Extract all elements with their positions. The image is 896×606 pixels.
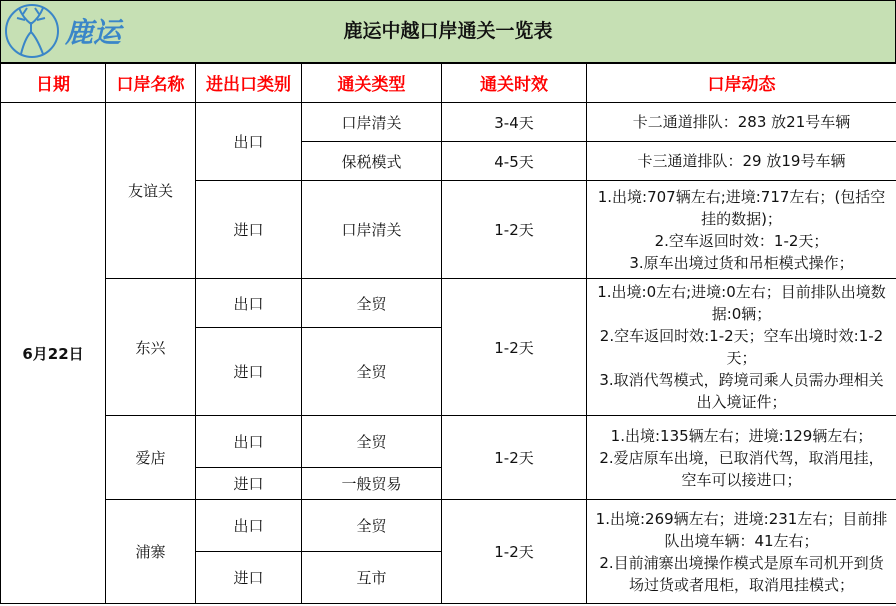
col-header-clearance-type: 通关类型 xyxy=(302,63,442,103)
clearance-type-cell: 一般贸易 xyxy=(302,468,442,500)
status-line: 1.出境:135辆左右；进境:129辆左右； xyxy=(610,426,873,445)
clearance-time-cell: 1-2天 xyxy=(442,416,587,500)
status-line: 3.取消代驾模式，跨境司乘人员需办理相关 xyxy=(599,371,884,389)
direction-cell: 出口 xyxy=(196,279,302,328)
direction-cell: 进口 xyxy=(196,552,302,604)
port-name: 东兴 xyxy=(106,279,196,416)
status-line: 空车可以接进口； xyxy=(681,470,802,489)
clearance-time-cell: 1-2天 xyxy=(442,181,587,279)
table-row xyxy=(1,279,896,328)
col-header-port-status: 口岸动态 xyxy=(587,63,896,103)
clearance-type-cell: 口岸清关 xyxy=(302,181,442,279)
status-line: 据:0辆； xyxy=(711,305,772,323)
clearance-type-cell: 互市 xyxy=(302,552,442,604)
status-line: 挂的数据)； xyxy=(701,209,782,228)
status-line: 1.出境:269辆左右；进境:231左右；目前排 xyxy=(595,509,888,528)
direction-cell: 出口 xyxy=(196,416,302,468)
status-line: 2.目前浦寨出境操作模式是原车司机开到货 xyxy=(599,553,884,572)
status-line: 1.出境:0左右;进境:0左右；目前排队出境数 xyxy=(597,283,886,301)
logo-text: 鹿运 xyxy=(65,16,122,49)
direction-cell: 进口 xyxy=(196,181,302,279)
clearance-type-cell: 全贸 xyxy=(302,328,442,416)
date-cell: 6月22日 xyxy=(1,103,106,604)
header-row xyxy=(1,63,896,103)
status-line: 队出境车辆：41左右； xyxy=(664,531,819,550)
clearance-time-cell: 1-2天 xyxy=(442,500,587,604)
status-line: 2.空车返回时效:1-2天；空车出境时效:1-2 xyxy=(599,327,884,345)
status-line: 3.原车出境过货和吊柜模式操作； xyxy=(629,253,854,272)
clearance-type-cell: 保税模式 xyxy=(302,142,442,181)
port-name: 友谊关 xyxy=(106,103,196,279)
page-title: 鹿运中越口岸通关一览表 xyxy=(343,20,553,42)
status-cell: 卡二通道排队：283 放21号车辆 xyxy=(587,103,896,142)
clearance-type-cell: 全贸 xyxy=(302,279,442,328)
status-line: 2.空车返回时效：1-2天； xyxy=(654,231,829,250)
direction-cell: 进口 xyxy=(196,328,302,416)
table-row xyxy=(1,500,896,552)
clearance-type-cell: 口岸清关 xyxy=(302,103,442,142)
status-cell xyxy=(587,181,896,279)
col-header-date: 日期 xyxy=(1,63,106,103)
clearance-time-cell: 3-4天 xyxy=(442,103,587,142)
col-header-clearance-time: 通关时效 xyxy=(442,63,587,103)
status-cell: 卡三通道排队：29 放19号车辆 xyxy=(587,142,896,181)
status-line: 2.爱店原车出境，已取消代驾，取消甩挂， xyxy=(599,448,884,467)
direction-cell: 出口 xyxy=(196,103,302,181)
port-name: 浦寨 xyxy=(106,500,196,604)
direction-cell: 出口 xyxy=(196,500,302,552)
status-line: 出入境证件； xyxy=(696,393,787,411)
clearance-time-cell: 1-2天 xyxy=(442,279,587,416)
col-header-port: 口岸名称 xyxy=(106,63,196,103)
table-row xyxy=(1,103,896,142)
clearance-time-cell: 4-5天 xyxy=(442,142,587,181)
customs-table xyxy=(0,62,896,604)
direction-cell: 进口 xyxy=(196,468,302,500)
clearance-type-cell: 全贸 xyxy=(302,416,442,468)
status-line: 天； xyxy=(726,349,757,367)
status-cell xyxy=(587,416,896,500)
status-line: 场过货或者甩柜，取消甩挂模式； xyxy=(628,575,854,594)
clearance-type-cell: 全贸 xyxy=(302,500,442,552)
status-cell xyxy=(587,500,896,604)
status-cell xyxy=(587,279,896,416)
port-name: 爱店 xyxy=(106,416,196,500)
col-header-direction: 进出口类别 xyxy=(196,63,302,103)
table-row xyxy=(1,416,896,468)
status-line: 1.出境:707辆左右;进境:717左右；(包括空 xyxy=(597,187,886,206)
